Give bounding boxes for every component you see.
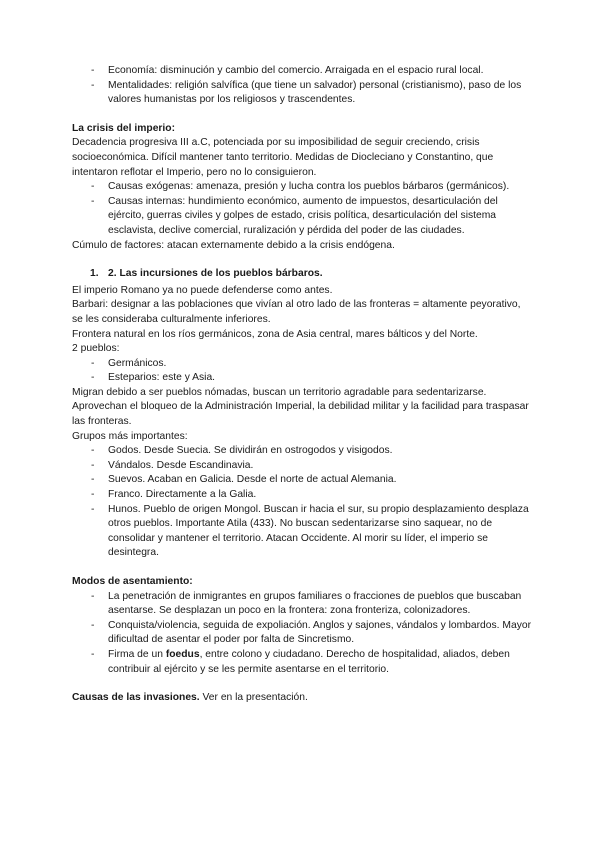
- intro-list: [72, 64, 532, 108]
- item-text: Firma de un: [108, 648, 166, 660]
- list-item: - Godos. Desde Suecia. Se dividirán en ostrogodos y visigodos.: [72, 444, 532, 459]
- paragraph: Cúmulo de factores: atacan externamente debido a la crisis endógena.: [72, 239, 395, 251]
- paragraph: Migran debido a ser pueblos nómadas, buscan un territorio agradable para sedentarizarse.: [72, 386, 487, 398]
- list-item: [72, 648, 532, 677]
- grupos-list: [72, 444, 532, 561]
- paragraph-text: Ver en la presentación.: [199, 692, 308, 704]
- paragraph: Decadencia progresiva III a.C, potenciada por su imposibilidad de seguir creciendo, crisis socioeconómica. Difícil mantener tanto territorio. Medidas de Diocleciano y Constantino, que intentaron reflotar el Imperio, pero no lo consiguieron.: [72, 137, 494, 178]
- list-item: - Suevos. Acaban en Galicia. Desde el norte de actual Alemania.: [72, 473, 532, 488]
- section-heading: Modos de asentamiento:: [72, 576, 193, 587]
- pueblos-list: [72, 357, 532, 386]
- list-item: - La penetración de inmigrantes en grupos familiares o fracciones de pueblos que buscaban asentarse. Se desplazan un poco en la frontera: zona fronteriza, colonizadores.: [72, 590, 532, 619]
- paragraph: El imperio Romano ya no puede defenderse como antes.: [72, 284, 333, 296]
- item-bold-term: foedus: [165, 648, 200, 660]
- causas-section: [72, 691, 532, 706]
- list-item: - Conquista/violencia, seguida de expoliación. Anglos y sajones, vándalos y lombardos. Mayor dificultad de asentar el poder por falta de Sincretismo.: [72, 619, 532, 648]
- paragraph: Frontera natural en los ríos germánicos, zona de Asia central, mares bálticos y del Norte.: [72, 328, 478, 340]
- paragraph: Grupos más importantes:: [72, 430, 188, 442]
- section-heading: Causas de las invasiones.: [72, 692, 200, 704]
- numbered-heading: [72, 267, 532, 282]
- incursiones-section: [72, 267, 532, 561]
- paragraph: Aprovechan el bloqueo de la Administración Imperial, la debilidad militar y la facilidad para traspasar las fronteras.: [72, 401, 529, 428]
- paragraph: Barbari: designar a las poblaciones que vivían al otro lado de las fronteras = altamente peyorativo, se les consideraba culturalmente inferiores.: [72, 299, 521, 325]
- section-heading: La crisis del imperio:: [72, 122, 176, 134]
- list-item: - Causas exógenas: amenaza, presión y lucha contra los pueblos bárbaros (germánicos).: [72, 180, 532, 195]
- heading-number: 1.: [90, 268, 99, 280]
- list-item: - Causas internas: hundimiento económico, aumento de impuestos, desarticulación del ejército, guerras civiles y golpes de estado, crisis política, desarticulación del sistema esclavista, declive comercial, ruralización y pérdida del poder de las ciudades.: [72, 195, 532, 239]
- paragraph: 2 pueblos:: [72, 343, 120, 355]
- list-item: - Hunos. Pueblo de origen Mongol. Buscan ir hacia el sur, su propio desplazamiento desplaza otros pueblos. Importante Atila (433). No buscan sedentarizarse sino saquear, no de consolidar y mantener el territorio. Atacan Occidente. Al morir su líder, el imperio se desintegra.: [72, 503, 532, 561]
- document-body: [72, 64, 532, 706]
- item-text: , entre colono y ciudadano. Derecho de hospitalidad, aliados, deben contribuir al ejército y se les permite asentarse en el territorio.: [108, 648, 510, 675]
- list-item: - Franco. Directamente a la Galia.: [72, 488, 532, 503]
- crisis-list: [72, 180, 532, 238]
- paragraph: [72, 691, 532, 706]
- heading-text: 2. Las incursiones de los pueblos bárbaros.: [108, 268, 323, 280]
- list-item: - Economía: disminución y cambio del comercio. Arraigada en el espacio rural local.: [72, 64, 532, 79]
- list-item: - Mentalidades: religión salvífica (que tiene un salvador) personal (cristianismo), paso de los valores humanistas por los religiosos y trascendentes.: [72, 79, 532, 108]
- list-item: - Vándalos. Desde Escandinavia.: [72, 459, 532, 474]
- list-item: - Esteparios: este y Asia.: [72, 371, 532, 386]
- asentamiento-section: [72, 575, 532, 677]
- crisis-section: [72, 122, 532, 253]
- list-item: - Germánicos.: [72, 357, 532, 372]
- asentamiento-list: [72, 590, 532, 678]
